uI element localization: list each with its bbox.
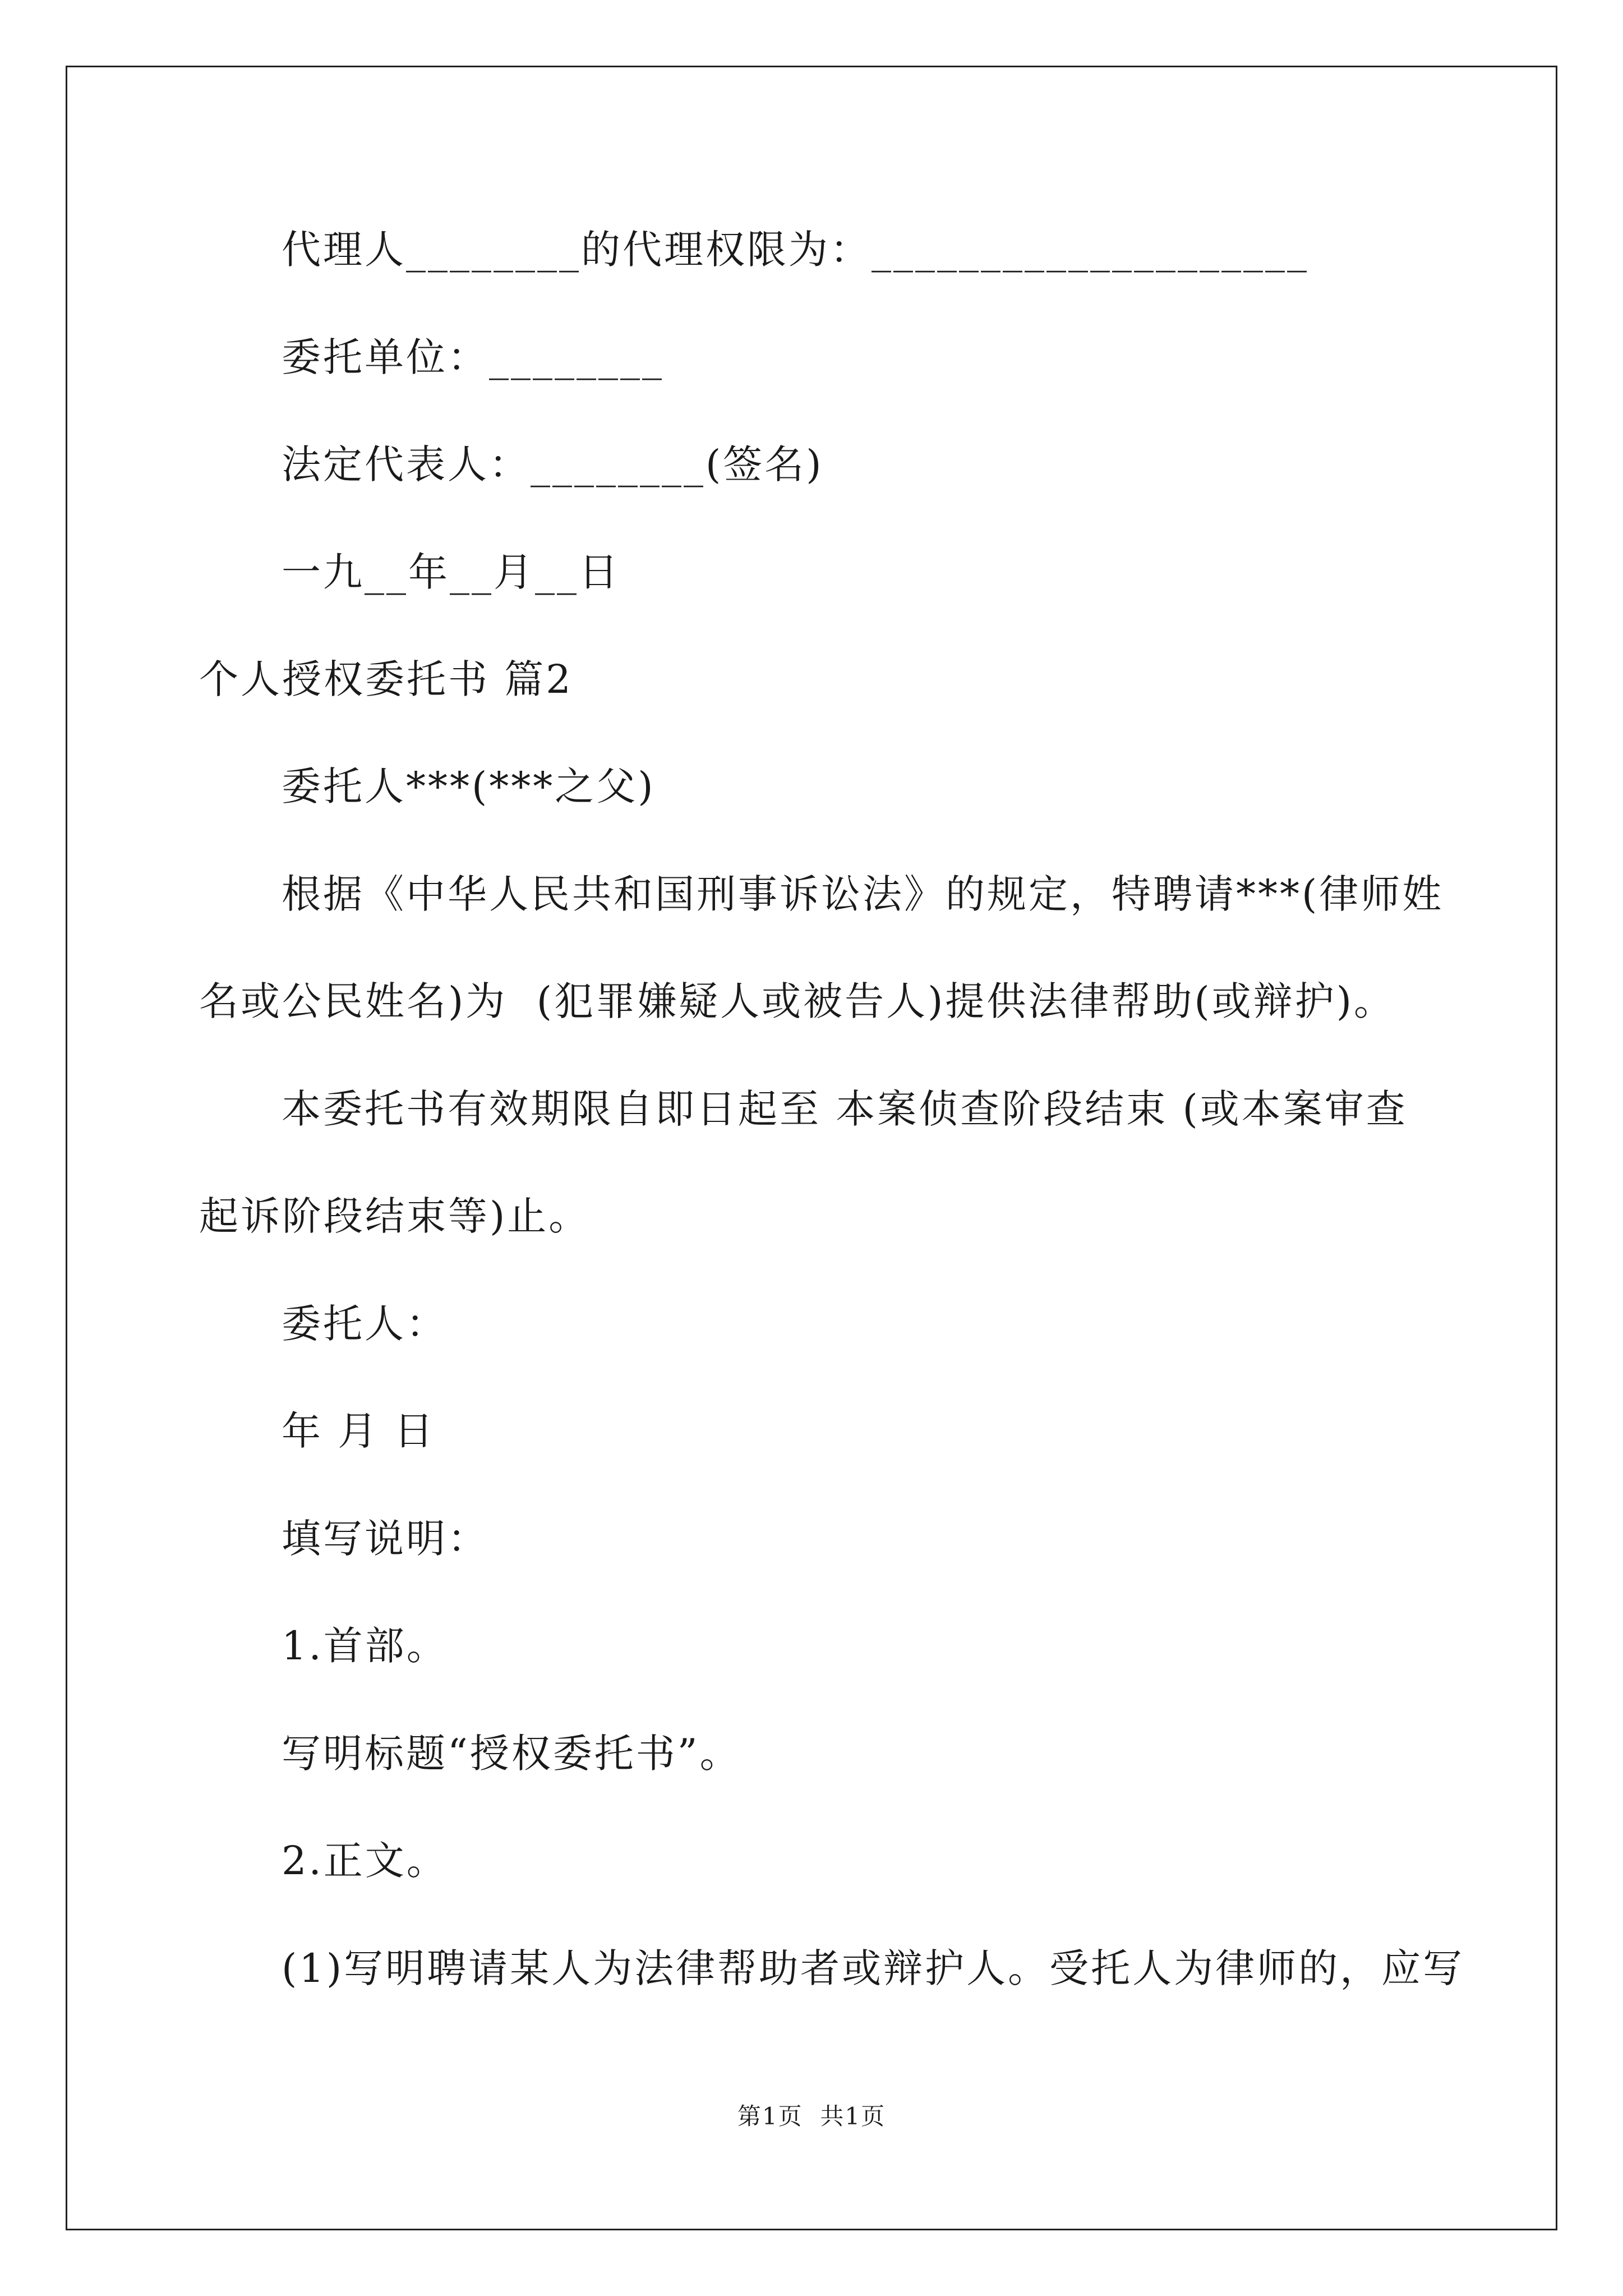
body-paragraph-1-line-2: 名或公民姓名)为 (犯罪嫌疑人或被告人)提供法律帮助(或辩护)。: [199, 978, 1396, 1024]
agent-authority-line: 代理人________的代理权限为：____________________: [282, 227, 1309, 273]
principal-signature-line: 委托人：: [282, 1301, 448, 1347]
page-number-footer: 第1页 共1页: [737, 2102, 886, 2130]
instruction-item-2-detail: (1)写明聘请某人为法律帮助者或辩护人。受托人为律师的，应写: [282, 1945, 1465, 1991]
page-border: [66, 66, 1557, 2230]
instruction-item-2: 2.正文。: [282, 1838, 448, 1884]
legal-representative-line: 法定代表人：________(签名): [282, 441, 824, 487]
body-paragraph-2-line-2: 起诉阶段结束等)止。: [199, 1193, 591, 1239]
instruction-item-1-detail: 写明标题“授权委托书”。: [282, 1731, 741, 1777]
body-paragraph-2-line-1: 本委托书有效期限自即日起至 本案侦查阶段结束 (或本案审查: [282, 1086, 1408, 1132]
section-heading: 个人授权委托书 篇2: [199, 656, 573, 702]
signature-date-line: 年 月 日: [282, 1408, 436, 1454]
date-line: 一九__年__月__日: [282, 549, 620, 595]
instructions-heading: 填写说明：: [282, 1516, 489, 1562]
principal-line: 委托人***(***之父): [282, 763, 656, 809]
entrusting-unit-line: 委托单位：________: [282, 334, 664, 380]
body-paragraph-1-line-1: 根据《中华人民共和国刑事诉讼法》的规定，特聘请***(律师姓: [282, 871, 1444, 917]
instruction-item-1: 1.首部。: [282, 1623, 448, 1669]
